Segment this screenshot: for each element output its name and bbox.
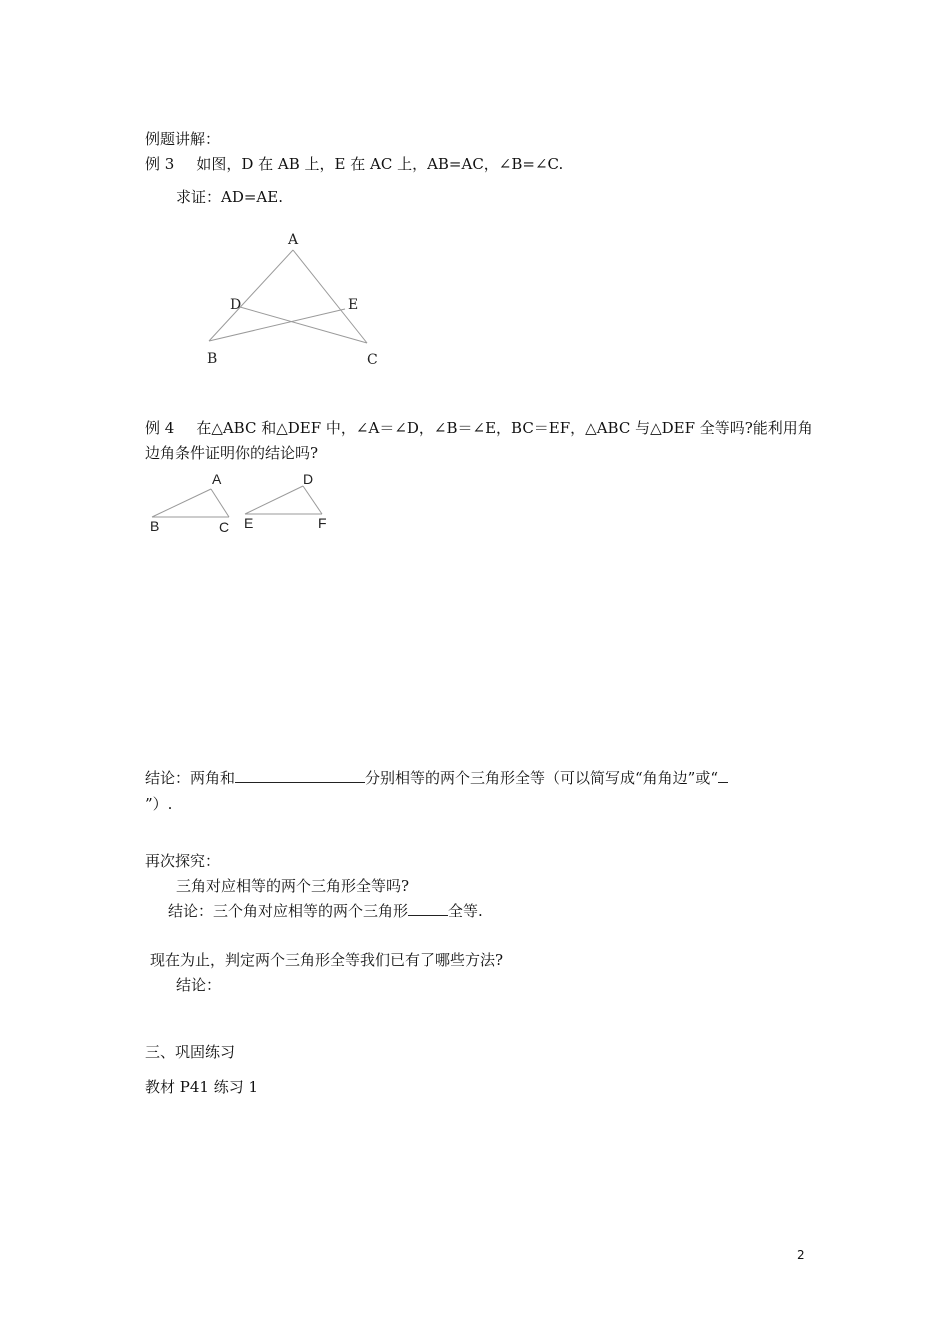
practice-item: 教材 P41 练习 1 xyxy=(145,1078,259,1096)
example4-line1 xyxy=(145,418,813,438)
triangle-def-small xyxy=(245,486,322,514)
label-c-small: C xyxy=(219,519,230,535)
explore-again-conclusion xyxy=(168,901,483,921)
conclusion1-prefix: 结论：两角和 xyxy=(145,769,236,787)
example4-text-line1: 在△ABC 和△DEF 中，∠A＝∠D，∠B＝∠E，BC＝EF，△ABC 与△DEF 全等吗?能利用角 xyxy=(196,419,813,437)
conclusion1-line1 xyxy=(145,768,728,788)
segment-ab xyxy=(209,250,293,341)
label-a: A xyxy=(288,232,299,248)
methods-question: 现在为止，判定两个三角形全等我们已有了哪些方法? xyxy=(150,951,504,969)
practice-title: 三、巩固练习 xyxy=(145,1043,236,1061)
explore-again-question: 三角对应相等的两个三角形全等吗? xyxy=(176,877,410,895)
explore-again-conclusion-prefix: 结论：三个角对应相等的两个三角形 xyxy=(168,902,409,920)
label-e: E xyxy=(348,297,359,313)
label-f-small: F xyxy=(318,515,327,531)
segment-be xyxy=(209,309,345,341)
example4-line2: 边角条件证明你的结论吗? xyxy=(145,444,319,462)
label-d: D xyxy=(230,297,242,313)
label-e-small: E xyxy=(244,515,254,531)
label-c: C xyxy=(367,352,378,368)
explore-again-blank[interactable] xyxy=(408,901,448,916)
explore-again-conclusion-suffix: 全等. xyxy=(448,902,483,920)
example3-prove: 求证：AD=AE. xyxy=(176,188,283,206)
label-b: B xyxy=(207,351,218,367)
label-d-small: D xyxy=(303,471,314,487)
explore-again-title: 再次探究： xyxy=(145,852,221,870)
section-examples-title: 例题讲解： xyxy=(145,130,221,148)
conclusion1-middle: 分别相等的两个三角形全等（可以简写成“角角边”或“ xyxy=(365,769,719,787)
conclusion1-blank[interactable] xyxy=(235,768,365,783)
triangle-abc-small xyxy=(152,489,229,517)
example4-number: 例 4 xyxy=(145,419,175,437)
example3-number: 例 3 xyxy=(145,155,175,173)
label-a-small: A xyxy=(212,471,222,487)
page-number: 2 xyxy=(797,1248,805,1262)
example3-text: 如图，D 在 AB 上，E 在 AC 上，AB=AC，∠B=∠C. xyxy=(196,155,564,173)
conclusion1-line2: ”）. xyxy=(145,795,173,813)
methods-conclusion: 结论： xyxy=(176,976,222,994)
conclusion1-abbrev-blank[interactable] xyxy=(718,768,728,783)
label-b-small: B xyxy=(150,518,160,534)
